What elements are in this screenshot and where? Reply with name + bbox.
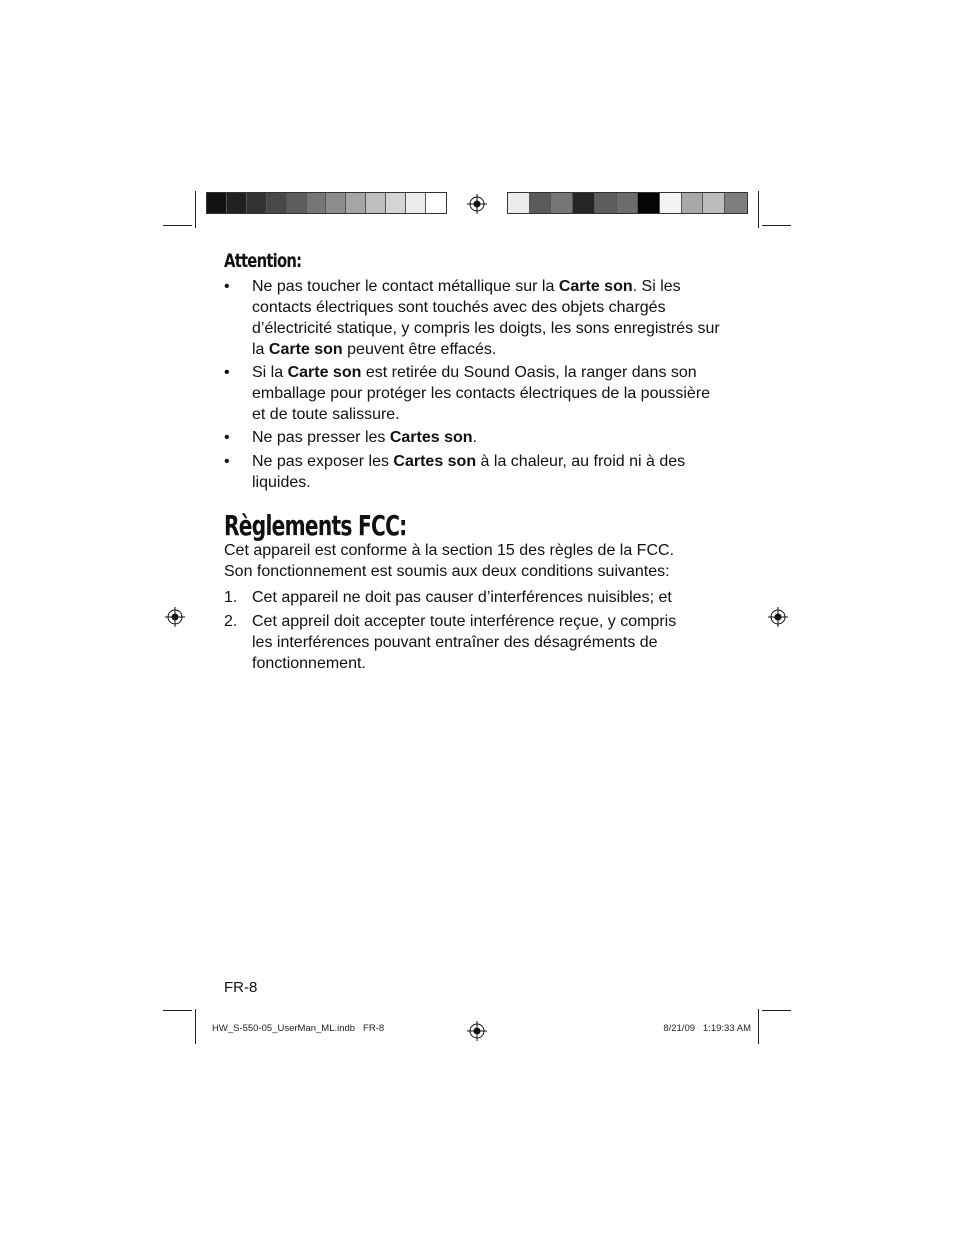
crop-mark-top-right-horizontal (762, 225, 791, 226)
crop-mark-top-right-vertical (758, 191, 759, 228)
fcc-list (224, 587, 694, 674)
color-swatch (573, 193, 595, 213)
list-item: • Ne pas toucher le contact métallique sur la Carte son. Si les contacts électriques sont touchés avec des objets chargés d’électricité statique, y compris les doigts, les sons enregistrés sur la Carte son peuvent être effacés. (224, 278, 720, 358)
crop-mark-top-left-horizontal (163, 225, 192, 226)
list-number: 1. (224, 589, 238, 606)
color-swatch (307, 193, 327, 213)
color-swatch (595, 193, 617, 213)
crop-mark-bottom-right-vertical (758, 1009, 759, 1044)
color-swatch (247, 193, 267, 213)
color-swatch (406, 193, 426, 213)
color-swatch (703, 193, 725, 213)
registration-mark-icon (467, 194, 487, 214)
bullet-marker: • (224, 364, 230, 381)
list-item: • Ne pas presser les Cartes son. (224, 429, 477, 446)
list-item: 1. Cet appareil ne doit pas causer d’interférences nuisibles; et (224, 589, 672, 606)
color-swatch (660, 193, 682, 213)
color-swatch (227, 193, 247, 213)
crop-mark-bottom-left-horizontal (163, 1010, 192, 1011)
registration-mark-icon (165, 607, 185, 627)
color-swatch (508, 193, 530, 213)
color-bar-right (507, 192, 748, 214)
list-item: 2. Cet appreil doit accepter toute interférence reçue, y compris les interférences pouvant entraîner des désagréments de fonctionnement. (224, 613, 677, 672)
bullet-marker: • (224, 453, 230, 470)
attention-heading: Attention: (224, 250, 302, 272)
crop-mark-top-left-vertical (195, 191, 196, 228)
color-swatch (638, 193, 660, 213)
registration-mark-icon (768, 607, 788, 627)
color-swatch (346, 193, 366, 213)
color-swatch (267, 193, 287, 213)
color-bar-left (206, 192, 447, 214)
crop-mark-bottom-right-horizontal (762, 1010, 791, 1011)
color-swatch (426, 193, 446, 213)
color-swatch (725, 193, 747, 213)
list-number: 2. (224, 613, 238, 630)
list-item: • Si la Carte son est retirée du Sound Oasis, la ranger dans son emballage pour protéger les contacts électriques de la poussière et de toute salissure. (224, 364, 711, 423)
bullet-marker: • (224, 429, 230, 446)
color-swatch (682, 193, 704, 213)
color-swatch (287, 193, 307, 213)
fcc-heading: Règlements FCC: (224, 509, 407, 542)
color-swatch (530, 193, 552, 213)
color-swatch (617, 193, 639, 213)
color-swatch (366, 193, 386, 213)
color-swatch (207, 193, 227, 213)
crop-mark-bottom-left-vertical (195, 1009, 196, 1044)
list-item: • Ne pas exposer les Cartes son à la chaleur, au froid ni à des liquides. (224, 453, 686, 491)
color-swatch (326, 193, 346, 213)
page-number: FR-8 (224, 979, 258, 996)
registration-mark-icon (467, 1021, 487, 1041)
fcc-intro: Cet appareil est conforme à la section 15 des règles de la FCC. Son fonctionnement est soumis aux deux conditions suivantes: (224, 542, 675, 580)
slug-timestamp: 8/21/09 1:19:33 AM (663, 1023, 751, 1034)
bullet-marker: • (224, 278, 230, 295)
attention-list (224, 276, 724, 493)
color-swatch (386, 193, 406, 213)
color-swatch (551, 193, 573, 213)
slug-filename: HW_S-550-05_UserMan_ML.indb FR-8 (212, 1023, 385, 1034)
